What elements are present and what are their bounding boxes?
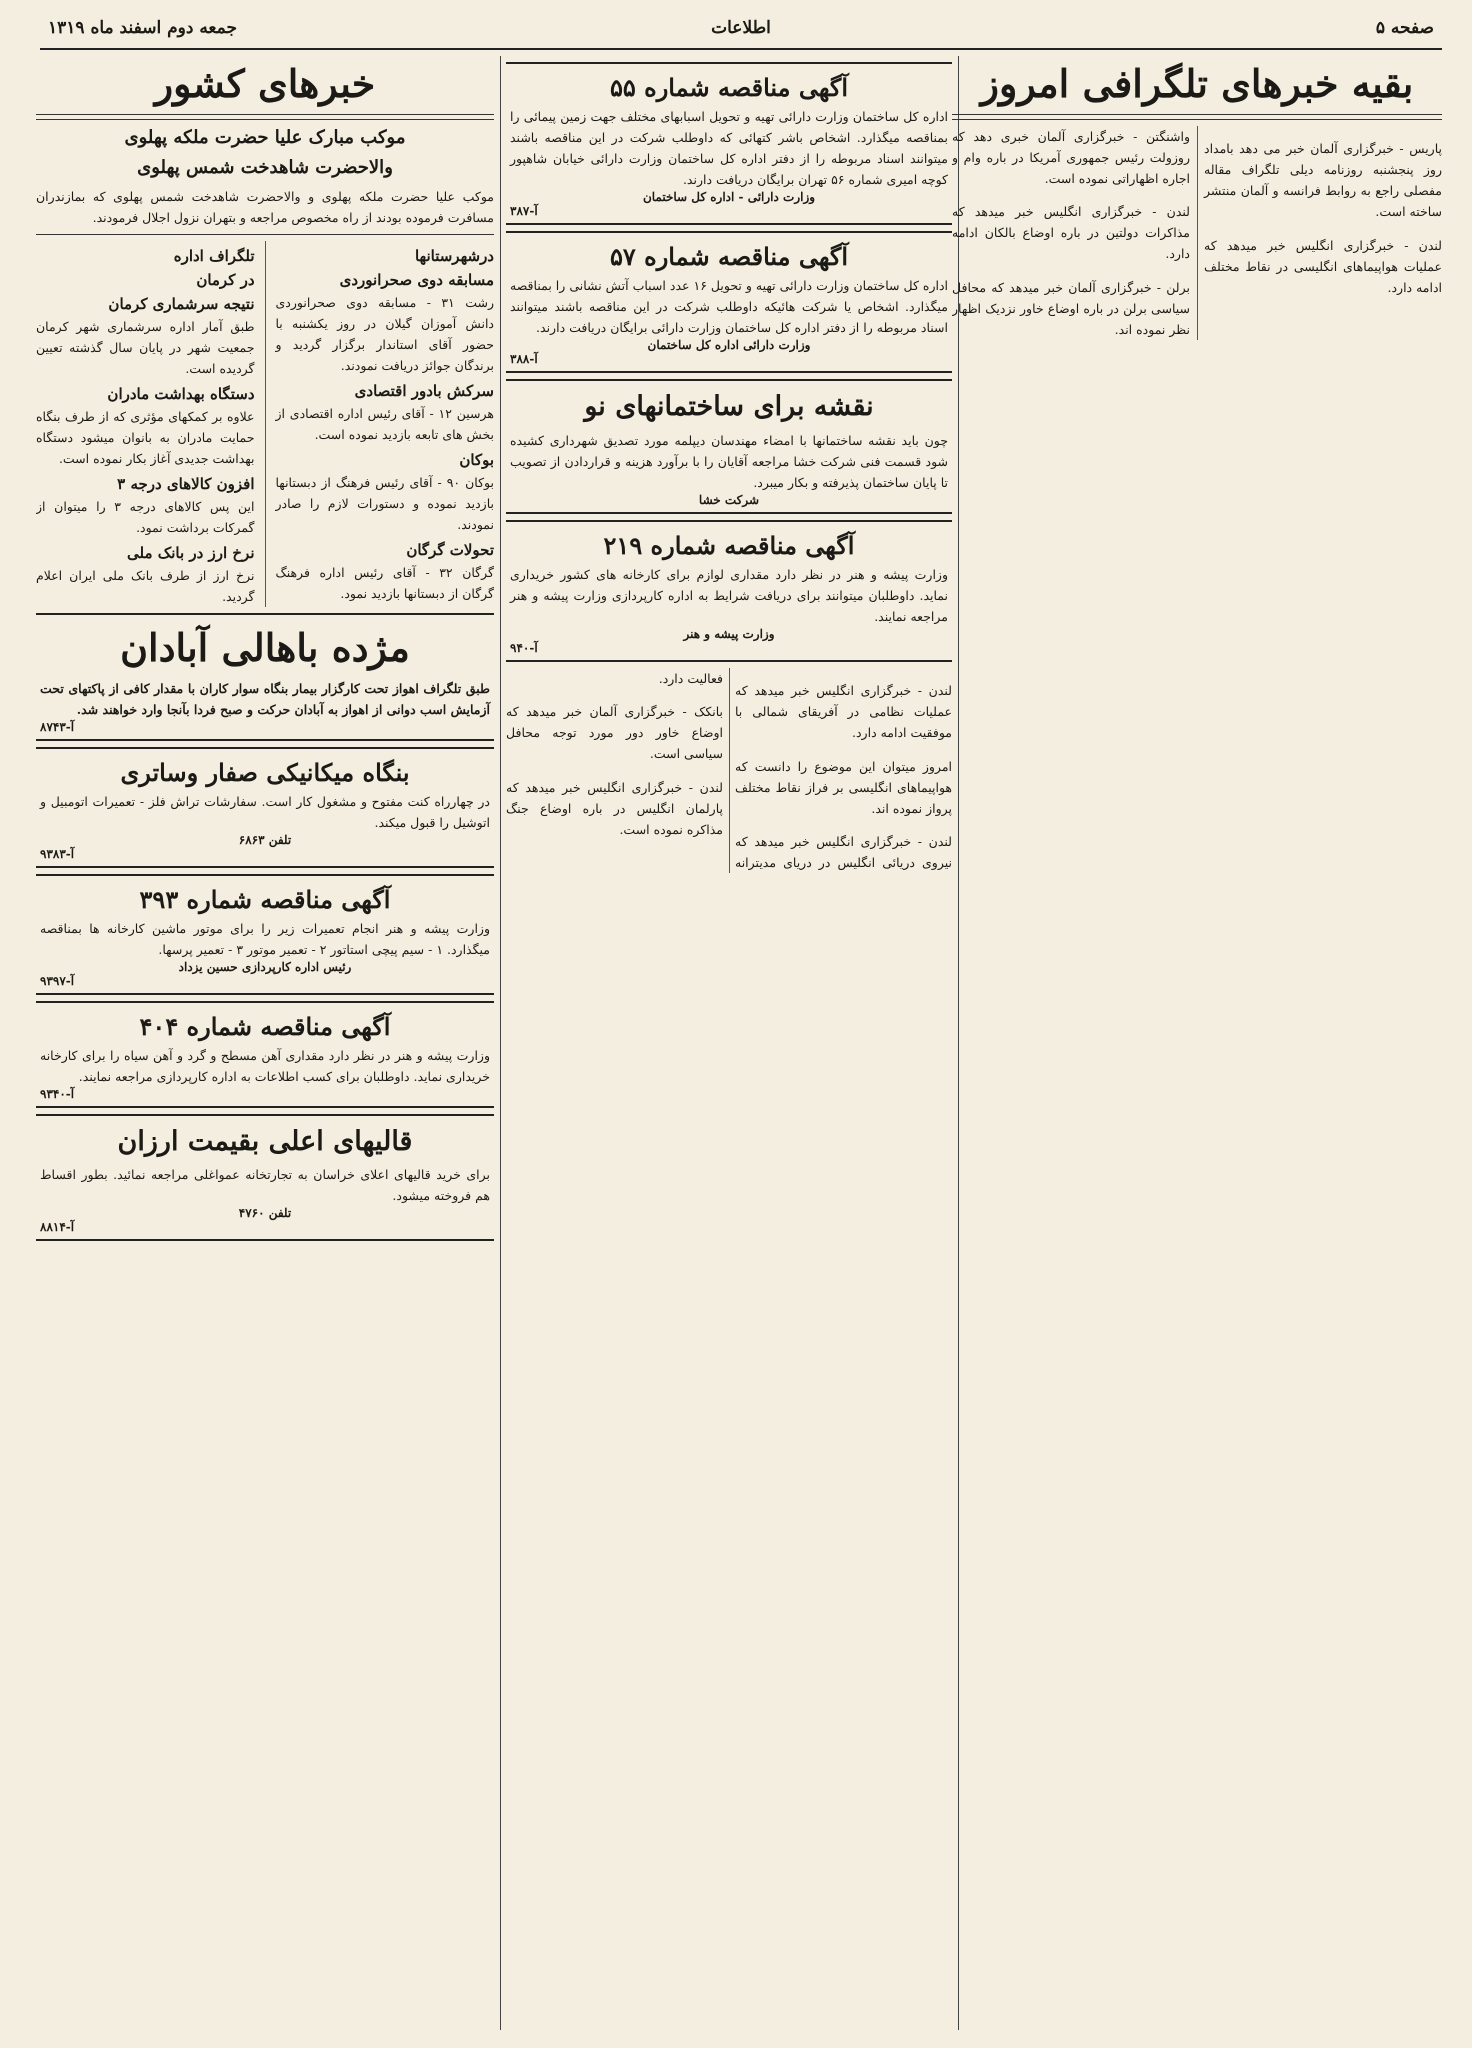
- column-rule: [500, 56, 501, 2030]
- paper-name: اطلاعات: [711, 18, 771, 38]
- new-buildings-ad: [506, 379, 952, 514]
- telegraph-paragraph: برلن - خبرگزاری آلمان خبر میدهد که محافل سیاسی برلن در باره اوضاع خاور نزدیک اظهار نظر نموده اند.: [952, 279, 1190, 337]
- abadan-code: آ-۸۷۴۳: [40, 719, 75, 734]
- mechanics-text: در چهارراه کنت مفتوح و مشغول کار است. سفارشات تراش فلز - تعمیرات اتومبیل و اتوشیل را قبول میکند.: [40, 793, 490, 830]
- boukan-text: بوکان ۹۰ - آقای رئیس فرهنگ از دبستانها بازدید نموده و دستورات لازم را صادر نمودند.: [275, 475, 494, 533]
- telegraph-body: [952, 126, 1442, 340]
- center-lower-body: [506, 668, 952, 874]
- tender-57-text: اداره کل ساختمان وزارت دارائی تهیه و تحویل ۱۶ عدد اسباب آتش نشانی را بمناقصه میگذارد. اشخاص یا شرکت هائیکه داوطلب شرکت در این مناقصه باشند میتوانند اسناد مربوطه را از دفتر اداره کل ساختمان وزارت دارائی برایگان دریافت دارند.: [510, 278, 949, 335]
- country-news-headline: خبرهای کشور: [154, 61, 376, 106]
- tender-57-signature: وزارت دارائی اداره کل ساختمان: [647, 338, 811, 352]
- divider: [36, 114, 494, 120]
- mechanics-ad: [36, 747, 494, 868]
- telegraph-paragraph: لندن - خبرگزاری انگلیس خبر میدهد که عملیات هواپیماهای انگلیسی در نقاط مختلف ادامه دارد.: [1204, 237, 1442, 295]
- tender-404-title: آگهی مناقصه شماره ۴۰۴: [139, 1011, 391, 1041]
- kerman-text: طبق آمار اداره سرشماری شهر کرمان جمعیت شهر در پایان سال گذشته تعیین گردیده است.: [36, 319, 255, 377]
- maternal-health-title: دستگاه بهداشت مادران: [107, 385, 255, 404]
- desert-race-text: رشت ۳۱ - مسابقه دوی صحرانوردی دانش آموزان گیلان در روز یکشنبه با حضور آقای استاندار برگزار گردید و برندگان جوائز دریافت نمودند.: [275, 295, 494, 374]
- tender-219-signature: وزارت پیشه و هنر: [683, 626, 775, 641]
- circus-text: هرسین ۱۲ - آقای رئیس اداره اقتصادی از بخش های تابعه بازدید نموده است.: [275, 406, 494, 443]
- divider: [952, 114, 1442, 120]
- center-column: [506, 56, 952, 2030]
- exchange-text: نرخ ارز از طرف بانک ملی ایران اعلام گردید.: [36, 568, 255, 605]
- center-paragraph: لندن - خبرگزاری انگلیس خبر میدهد که پارلمان انگلیس در باره اوضاع جنگ مذاکره نموده است.: [506, 779, 723, 837]
- tender-219-text: وزارت پیشه و هنر در نظر دارد مقداری لوازم برای کارخانه های کشور خریداری نماید. داوطلبان میتوانند برای دریافت شرایط به اداره کارپردازی وزارت پیشه و هنر مراجعه نمایند.: [510, 566, 948, 624]
- royal-title: موکب مبارک علیا حضرت ملکه پهلوی: [124, 126, 406, 148]
- center-paragraph: لندن - خبرگزاری انگلیس خبر میدهد که عملیات نظامی در آفریقای شمالی با موفقیت ادامه دارد.: [735, 683, 952, 741]
- in-provinces-heading: درشهرستانها: [414, 247, 494, 266]
- center-paragraph: بانکک - خبرگزاری آلمان خبر میدهد که اوضاع خاور دور مورد توجه محافل سیاسی است.: [506, 704, 723, 762]
- country-subcolumn-left: [36, 241, 255, 607]
- carpets-code: آ-۸۸۱۴: [40, 1220, 75, 1235]
- telegraph-paragraph: لندن - خبرگزاری انگلیس خبر میدهد که مذاکرات دولتین در باره اوضاع بالکان ادامه دارد.: [952, 204, 1190, 261]
- tender-393-title: آگهی مناقصه شماره ۳۹۳: [139, 884, 391, 914]
- telegraph-paragraph: پاریس - خبرگزاری آلمان خبر می دهد بامداد روز پنجشنبه روزنامه دیلی تلگراف مقاله مفصلی راجع به روابط فرانسه و آلمان منتشر ساخته است.: [1204, 141, 1442, 219]
- desert-race-title: مسابقه دوی صحرانوردی: [339, 271, 494, 290]
- tender-55-ad: [506, 62, 952, 225]
- tender-55-signature: وزارت دارائی - اداره کل ساختمان: [642, 190, 816, 204]
- tender-404-code: آ-۹۳۴۰: [40, 1086, 75, 1101]
- tender-219-code: آ-۹۴۰: [510, 640, 538, 655]
- tender-55-text: اداره کل ساختمان وزارت دارائی تهیه و تحویل اسبابهای مختلف جهت زمین پیمائی را بمناقصه میگذارد. اشخاص باشر کتهائی که داوطلب شرکت در این مناقصه باشند میتوانند اسناد مربوطه را از دفتر اداره کل ساختمان وزارت دارائی خیابان شاهپور کوچه امیری شماره ۵۶ تهران برایگان دریافت دارند.: [510, 109, 948, 187]
- carpets-title: قالیهای اعلی بقیمت ارزان: [117, 1125, 413, 1157]
- tender-219-title: آگهی مناقصه شماره ۲۱۹: [603, 530, 855, 560]
- circus-title: سرکش بادور اقتصادی: [354, 382, 494, 401]
- telegraph-paragraph: واشنگتن - خبرگزاری آلمان خبری دهد که روزولت رئیس جمهوری آمریکا در باره وام و اجاره اظهاراتی نموده است.: [952, 128, 1190, 186]
- telegraph-office-heading: تلگراف اداره: [173, 247, 255, 266]
- masthead: [40, 10, 1442, 50]
- telegraph-news-column: [952, 56, 1442, 2030]
- carpets-text: برای خرید قالیهای اعلای خراسان به تجارتخانه عمواغلی مراجعه نمائید. بطور اقساط هم فروخته میشود.: [40, 1167, 490, 1204]
- kerman-title: در کرمان: [196, 271, 255, 290]
- new-buildings-text: چون باید نقشه ساختمانها با امضاء مهندسان دیپلمه مورد تصدیق شهرداری کشیده شود قسمت فنی شرکت خشا مراجعه آقایان را با برآورد هزینه و قراردادن از تصویب تا پایان ساختمان پذیرفته و بکار میبرد.: [510, 432, 948, 490]
- tender-57-code: آ-۳۸۸: [510, 352, 538, 366]
- center-paragraph: لندن - خبرگزاری انگلیس خبر میدهد که نیروی دریائی انگلیس در دریای مدیترانه فعالیت دارد.: [658, 670, 952, 871]
- tender-219-ad: [506, 520, 952, 662]
- tender-393-signature: رئیس اداره کارپردازی حسین یزداد: [178, 959, 352, 974]
- divider: [36, 234, 494, 235]
- carpets-phone: تلفن ۴۷۶۰: [238, 1206, 292, 1221]
- tender-393-code: آ-۹۳۹۷: [40, 973, 75, 988]
- issue-date: جمعه دوم اسفند ماه ۱۳۱۹: [48, 18, 237, 38]
- tender-57-ad: [506, 231, 952, 373]
- mechanics-title: بنگاه میکانیکی صفار وساتری: [120, 757, 410, 787]
- center-paragraph: امروز میتوان این موضوع را دانست که هواپیماهای انگلیسی بر فراز نقاط مختلف پرواز نموده اند.: [735, 758, 952, 816]
- new-buildings-signature: شرکت خشا: [698, 492, 760, 507]
- maternal-health-text: علاوه بر کمکهای مؤثری که از طرف بنگاه حمایت مادران به بانوان میشود دستگاه بهداشت جدیدی آغاز بکار نموده است.: [36, 409, 255, 467]
- royal-text: موکب علیا حضرت ملکه پهلوی و والاحضرت شاهدخت شمس پهلوی که بمازندران مسافرت فرموده بودند از راه مخصوص مراجعه و بتهران نزول اجلال فرمودند.: [36, 189, 494, 226]
- tender-393-text: وزارت پیشه و هنر انجام تعمیرات زیر را برای موتور ماشین کارخانه ها بمناقصه میگذارد. ۱ - سیم پیچی استاتور ۲ - تعمیر موتور ۳ - تعمیر پرسها.: [40, 920, 490, 957]
- exchange-title: نرخ ارز در بانک ملی: [127, 544, 255, 563]
- carpets-ad: [36, 1114, 494, 1242]
- page-label: صفحه ۵: [1375, 18, 1434, 38]
- tender-57-title: آگهی مناقصه شماره ۵۷: [609, 242, 849, 271]
- abadan-ad: [36, 613, 494, 741]
- column-rule: [265, 241, 266, 607]
- new-buildings-title: نقشه برای ساختمانهای نو: [584, 391, 874, 422]
- class3-text: این پس کالاهای درجه ۳ را میتوان از گمرکات برداشت نمود.: [36, 499, 255, 536]
- tender-393-ad: [36, 874, 494, 995]
- mechanics-phone: تلفن ۶۸۶۳: [238, 832, 292, 847]
- country-two-column: [36, 241, 494, 607]
- telegraph-headline: بقیه خبرهای تلگرافی امروز: [980, 61, 1414, 106]
- abadan-title: مژده باهالی آبادان: [120, 625, 410, 671]
- mechanics-code: آ-۹۳۸۳: [40, 846, 75, 861]
- country-subcolumn-right: [276, 241, 495, 607]
- boukan-title: بوکان: [459, 451, 494, 470]
- tender-55-title: آگهی مناقصه شماره ۵۵: [609, 73, 849, 102]
- tender-404-ad: [36, 1001, 494, 1108]
- abadan-text: طبق تلگراف اهواز تحت کارگزار بیمار بنگاه سوار کاران با مقدار کافی از پاکتهای تحت آزمایش اسب دوانی از اهواز به آبادان حرکت و صبح فردا بآنجا وارد خواهند شد.: [40, 680, 490, 717]
- gorgan-text: گرگان ۳۲ - آقای رئیس اداره فرهنگ گرگان از دبستانها بازدید نمود.: [275, 565, 494, 602]
- tender-55-code: آ-۳۸۷: [510, 204, 538, 218]
- kerman-subtitle: نتیجه سرشماری کرمان: [108, 295, 255, 314]
- gorgan-title: تحولات گرگان: [406, 541, 494, 560]
- class3-title: افزون کالاهای درجه ۳: [117, 475, 255, 494]
- royal-subtitle: والاحضرت شاهدخت شمس پهلوی: [137, 156, 393, 178]
- tender-404-text: وزارت پیشه و هنر در نظر دارد مقداری آهن مسطح و گرد و آهن سیاه را برای کارخانه خریداری نماید. داوطلبان برای کسب اطلاعات به اداره کارپردازی مراجعه نمایند.: [40, 1047, 490, 1084]
- country-news-column: [36, 56, 494, 2030]
